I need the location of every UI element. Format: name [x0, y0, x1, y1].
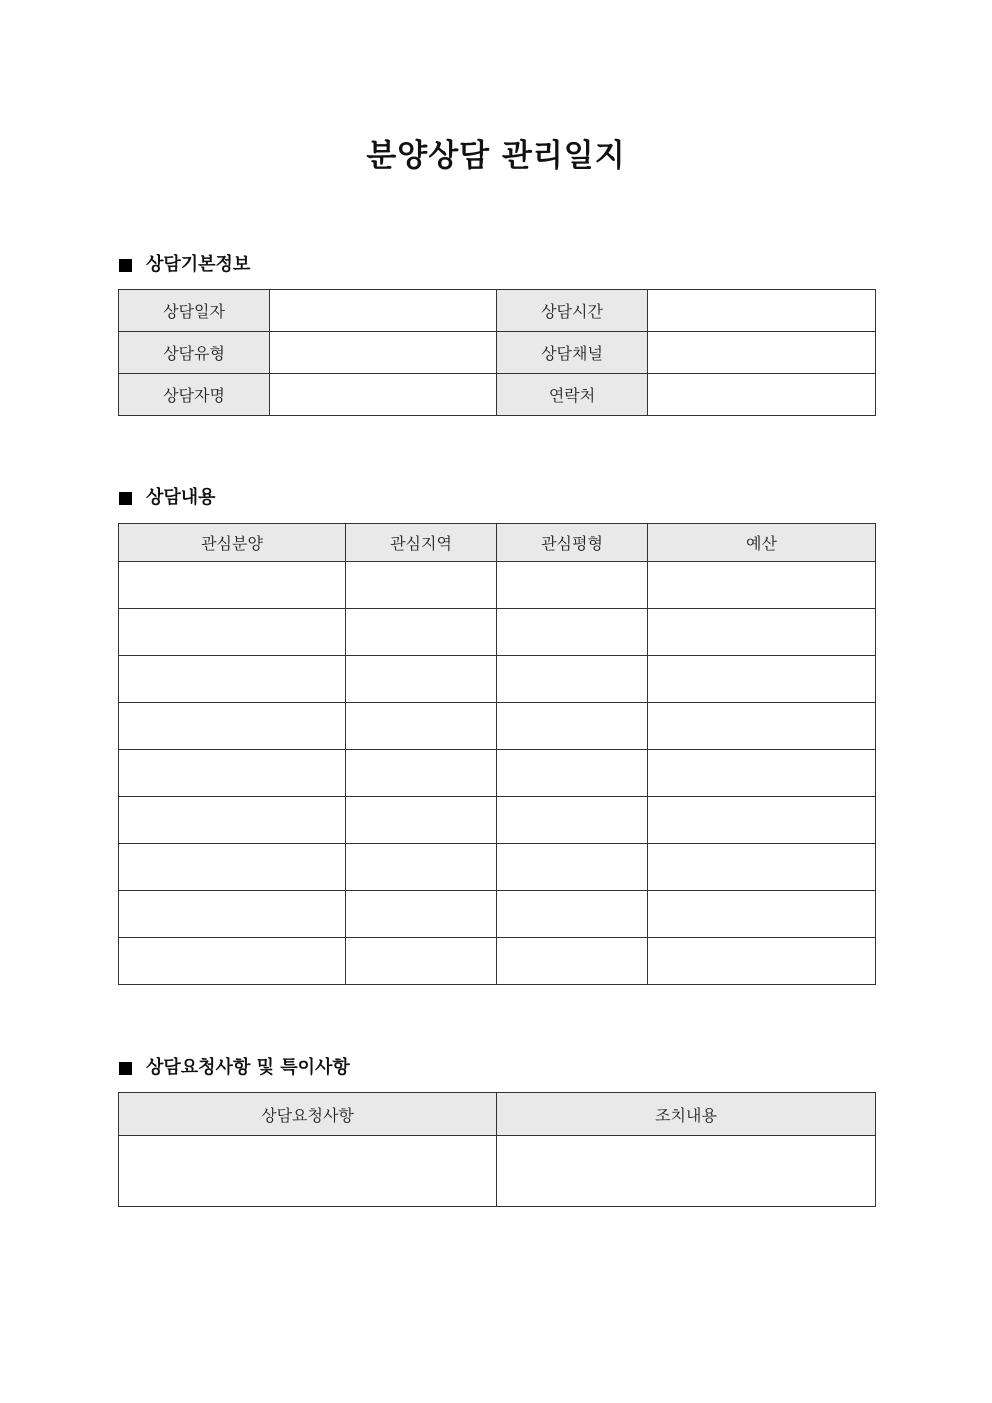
table-cell[interactable]: [648, 797, 876, 844]
action-details-field[interactable]: [497, 1136, 876, 1207]
table-row: [119, 609, 876, 656]
section-heading-label: 상담기본정보: [146, 254, 251, 275]
table-cell[interactable]: [648, 609, 876, 656]
table-cell[interactable]: [119, 656, 346, 703]
table-row: [119, 891, 876, 938]
table-cell[interactable]: [346, 844, 497, 891]
section-heading-label: 상담내용: [146, 487, 216, 508]
request-details-field[interactable]: [119, 1136, 497, 1207]
consultation-channel-field[interactable]: [648, 332, 876, 374]
field-label: 연락처: [497, 374, 648, 416]
table-cell[interactable]: [346, 797, 497, 844]
section-heading-label: 상담요청사항 및 특이사항: [146, 1057, 350, 1078]
consultation-content-table: [118, 523, 876, 985]
square-bullet-icon: [119, 259, 132, 272]
column-header: 예산: [648, 524, 876, 562]
table-cell[interactable]: [119, 562, 346, 609]
table-header-row: [119, 524, 876, 562]
table-row: [119, 703, 876, 750]
table-cell[interactable]: [119, 703, 346, 750]
table-cell[interactable]: [119, 797, 346, 844]
field-label: 상담유형: [119, 332, 270, 374]
column-header: 상담요청사항: [119, 1093, 497, 1136]
table-cell[interactable]: [648, 750, 876, 797]
field-label: 상담채널: [497, 332, 648, 374]
consultation-time-field[interactable]: [648, 290, 876, 332]
table-cell[interactable]: [119, 891, 346, 938]
table-header-row: [119, 1093, 876, 1136]
table-cell[interactable]: [346, 891, 497, 938]
page-title: 분양상담 관리일지: [366, 138, 626, 174]
table-row: [119, 656, 876, 703]
section-heading-basic-info: [119, 253, 250, 277]
table-cell[interactable]: [497, 609, 648, 656]
table-cell[interactable]: [648, 703, 876, 750]
table-cell[interactable]: [497, 938, 648, 985]
section-heading-requests: [119, 1056, 350, 1080]
table-row: [119, 562, 876, 609]
table-cell[interactable]: [346, 562, 497, 609]
field-label: 상담일자: [119, 290, 270, 332]
table-cell[interactable]: [497, 562, 648, 609]
table-cell[interactable]: [346, 750, 497, 797]
table-row: [119, 332, 876, 374]
field-label: 상담자명: [119, 374, 270, 416]
table-cell[interactable]: [497, 703, 648, 750]
square-bullet-icon: [119, 492, 132, 505]
table-cell[interactable]: [648, 844, 876, 891]
table-cell[interactable]: [497, 656, 648, 703]
table-row: [119, 844, 876, 891]
table-cell[interactable]: [346, 938, 497, 985]
contact-field[interactable]: [648, 374, 876, 416]
table-row: [119, 797, 876, 844]
table-cell[interactable]: [648, 938, 876, 985]
section-heading-content: [119, 486, 216, 510]
table-cell[interactable]: [497, 844, 648, 891]
table-cell[interactable]: [648, 656, 876, 703]
table-cell[interactable]: [346, 656, 497, 703]
table-cell[interactable]: [346, 703, 497, 750]
table-row: [119, 374, 876, 416]
table-cell[interactable]: [119, 750, 346, 797]
column-header: 관심평형: [497, 524, 648, 562]
table-cell[interactable]: [648, 891, 876, 938]
column-header: 관심분양: [119, 524, 346, 562]
table-row: [119, 1136, 876, 1207]
table-row: [119, 750, 876, 797]
table-cell[interactable]: [119, 609, 346, 656]
table-row: [119, 938, 876, 985]
square-bullet-icon: [119, 1062, 132, 1075]
consultation-type-field[interactable]: [270, 332, 497, 374]
field-label: 상담시간: [497, 290, 648, 332]
column-header: 관심지역: [346, 524, 497, 562]
consultation-date-field[interactable]: [270, 290, 497, 332]
table-row: [119, 290, 876, 332]
table-cell[interactable]: [346, 609, 497, 656]
column-header: 조치내용: [497, 1093, 876, 1136]
table-cell[interactable]: [648, 562, 876, 609]
table-cell[interactable]: [119, 938, 346, 985]
table-cell[interactable]: [119, 844, 346, 891]
requests-table: [118, 1092, 876, 1207]
basic-info-table: [118, 289, 876, 416]
consultant-name-field[interactable]: [270, 374, 497, 416]
table-cell[interactable]: [497, 750, 648, 797]
table-cell[interactable]: [497, 891, 648, 938]
table-cell[interactable]: [497, 797, 648, 844]
